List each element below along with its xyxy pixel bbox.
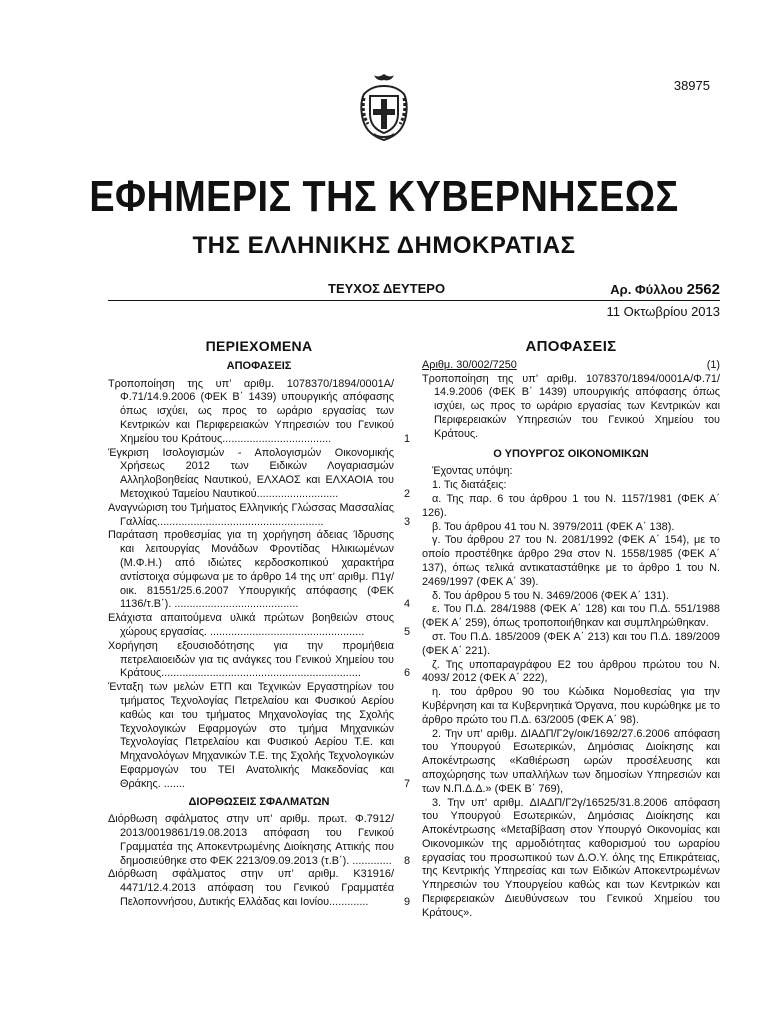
provision-item: η. του άρθρου 90 του Κώδικα Νομοθεσίας για την Κυβέρνηση και τα Κυβερνητικά Όργανα, που κυρώθηκε με το άρθρο πρώτο του Π.Δ. 63/2005 (ΦΕΚ Α΄ 98). — [422, 686, 720, 726]
decisions-column-title: ΑΠΟΦΑΣΕΙΣ — [525, 338, 617, 355]
provision-item: δ. Του άρθρου 5 του Ν. 3469/2006 (ΦΕΚ Α΄ 131). — [432, 589, 669, 602]
provision-item: β. Του άρθρου 41 του Ν. 3979/2011 (ΦΕΚ Α΄ 138). — [432, 520, 675, 533]
toc-entry — [108, 681, 410, 791]
decisions-list — [108, 378, 410, 792]
toc-entry-text: Παράταση προθεσμίας για τη χορήγηση άδειας Ίδρυσης και λειτουργίας Μονάδων Φροντίδας Ηλικιωμένων (Μ.Φ.Η.) από ιδιώτες κερδοσκοπικού χαρακτήρα αντίστοιχα σύμφωνα με το άρθρο 14 της υπ’ αριθμ. Π1γ/οικ. 81551/25.6.2007 Υπουργικής απόφασης (ΦΕΚ 1136/τ.Β΄). ......................................... — [108, 529, 394, 611]
toc-entry-page: 8 — [403, 854, 410, 867]
provisions-list — [422, 493, 720, 728]
contents-column — [108, 340, 410, 910]
toc-entry — [108, 529, 410, 612]
toc-entry-page: 7 — [403, 777, 410, 790]
provision-item: α. Της παρ. 6 του άρθρου 1 του Ν. 1157/1981 (ΦΕΚ Α΄ 126). — [422, 492, 720, 519]
decision-column — [422, 340, 720, 921]
header-divider — [108, 300, 720, 301]
decisions-heading: ΑΠΟΦΑΣΕΙΣ — [226, 359, 292, 372]
toc-entry — [108, 640, 410, 681]
toc-entry-text: Ελάχιστα απαιτούμενα υλικά πρώτων βοηθειών στους χώρους εργασίας. ................................................... — [108, 612, 394, 638]
toc-entry — [108, 502, 410, 530]
toc-entry-text: Χορήγηση εξουσιοδότησης για την προμήθεια πετρελαιοειδών για τις ανάγκες του Γενικού Χημείου του Κράτους.................................................................. — [108, 639, 394, 680]
considering-intro: Έχοντας υπόψη: — [432, 465, 513, 478]
toc-entry-text: Έγκριση Ισολογισμών - Απολογισμών Οικονομικής Χρήσεως 2012 των Ειδικών Λογαριασμών Αλληλοβοηθείας Ναυτικού, ΕΛΧΑΟΣ και ΕΛΧΑΟΙΑ του Μετοχικού Ταμείου Ναυτικού........................... — [108, 446, 394, 500]
minister-heading: Ο ΥΠΟΥΡΓΟΣ ΟΙΚΟΝΟΜΙΚΩΝ — [493, 447, 649, 460]
decision-reference — [422, 359, 720, 373]
toc-entry — [108, 378, 410, 447]
issue-date: 11 Οκτωβρίου 2013 — [606, 304, 720, 319]
toc-entry-page: 6 — [403, 667, 410, 680]
page-number: 38975 — [673, 78, 710, 93]
decision-ref: Αριθμ. 30/002/7250 — [422, 358, 517, 371]
gazette-title: ΕΦΗΜΕΡΙΣ ΤΗΣ ΚΥΒΕΡΝΗΣΕΩΣ — [89, 172, 679, 221]
toc-entry — [108, 447, 410, 502]
toc-entry-page: 3 — [403, 515, 410, 528]
toc-entry-text: Διόρθωση σφάλματος στην υπ’ αριθμ. πρωτ. Φ.7912/ 2013/0019861/19.08.2013 απόφαση του Γενικού Γραμματέα της Αποκεντρωμένης Διοίκησης Αττικής που δημοσιεύθηκε στο ΦΕΚ 2213/09.09.2013 (τ.Β΄). ............. — [108, 813, 394, 867]
provision-item: ζ. Της υποπαραγράφου Ε2 του άρθρου πρώτου του Ν. 4093/ 2012 (ΦΕΚ Α΄ 222), — [422, 658, 720, 685]
corrections-heading: ΔΙΟΡΘΩΣΕΙΣ ΣΦΑΛΜΑΤΩΝ — [188, 795, 330, 808]
decision-summary: Τροποποίηση της υπ’ αριθμ. 1078370/1894/0001Α/Φ.71/ 14.9.2006 (ΦΕΚ Β΄ 1439) υπουργικής απόφασης όπως ισχύει, ως προς το ωράριο εργασίας των Κεντρικών και Περιφερειακών Υπηρεσιών του Γενικού Χημείου του Κράτους. — [422, 372, 720, 440]
provision-item: γ. Του άρθρου 27 του Ν. 2081/1992 (ΦΕΚ Α΄ 154), με το οποίο προστέθηκε άρθρο 29α στον Ν. 1558/1985 (ΦΕΚ Α΄ 137), όπως τελικά αντικαταστάθηκε με το άρθρο 1 του Ν. 2469/1997 (ΦΕΚ Α΄ 39). — [422, 534, 720, 588]
decision-ref-number: (1) — [706, 358, 720, 371]
toc-entry-page: 4 — [403, 598, 410, 611]
contents-title: ΠΕΡΙΕΧΟΜΕΝΑ — [205, 338, 313, 354]
gazette-subtitle: ΤΗΣ ΕΛΛΗΝΙΚΗΣ ΔΗΜΟΚΡΑΤΙΑΣ — [192, 232, 576, 259]
toc-entry — [108, 813, 410, 868]
toc-entry-text: Αναγνώριση του Τμήματος Ελληνικής Γλώσσας Μασσαλίας Γαλλίας....................................................... — [108, 501, 394, 528]
toc-entry-text: Τροποποίηση της υπ’ αριθμ. 1078370/1894/0001Α/ Φ.71/14.9.2006 (ΦΕΚ Β΄ 1439) υπουργικής απόφασης όπως ισχύει, ως προς το ωράριο εργασίας των Κεντρικών και Περιφερειακών Υπηρεσιών του Γενικού Χημείου του Κράτους.................................... — [108, 377, 394, 445]
toc-entry-page: 5 — [403, 625, 410, 638]
toc-entry-page: 1 — [403, 432, 410, 445]
provision-item: στ. Του Π.Δ. 185/2009 (ΦΕΚ Α΄ 213) και του Π.Δ. 189/2009 (ΦΕΚ Α΄ 221). — [422, 630, 720, 657]
corrections-list — [108, 813, 410, 910]
provisions-intro: 1. Τις διατάξεις: — [432, 479, 507, 492]
toc-entry — [108, 868, 410, 909]
issue-line — [108, 281, 720, 301]
toc-entry-text: Διόρθωση σφάλματος στην υπ’ αριθμ. Κ31916/ 4471/12.4.2013 απόφαση του Γενικού Γραμματέα Πελοποννήσου, Δυτικής Ελλάδας και Ιονίου............. — [108, 868, 394, 909]
greek-coat-of-arms-icon — [358, 72, 410, 142]
consideration-item: 2. Την υπ’ αριθμ. ΔΙΑΔΠ/Γ2γ/οικ/1692/27.6.2006 απόφαση του Υπουργού Εσωτερικών, Δημόσιας Διοίκησης και Αποκέντρωσης «Καθιέρωση ωρών προσέλευσης και αποχώρησης των υπαλλήλων των δημοσίων Υπηρεσιών και των Ν.Π.Δ.Δ.» (ΦΕΚ Β΄ 769), — [422, 727, 720, 795]
toc-entry-page: 2 — [403, 487, 410, 500]
toc-entry-text: Ένταξη των μελών ΕΤΠ και Τεχνικών Εργαστηρίων του τμήματος Τεχνολογίας Πετρελαίου και Φυσικού Αερίου καθώς και του τμήματος Μηχανολογίας της Σχολής Τεχνολογικών Εφαρμογών στο τμήμα Μηχανικών Τεχνολογίας Πετρελαίου και Φυσικού Αερίου Τ.Ε. και Μηχανολόγων Μηχανικών Τ.Ε. της Σχολής Τεχνολογικών Εφαρμογών του ΤΕΙ Ανατολικής Μακεδονίας και Θράκης. ....... — [108, 681, 394, 790]
consideration-item: 3. Την υπ’ αριθμ. ΔΙΑΔΠ/Γ2γ/16525/31.8.2006 απόφαση του Υπουργού Εσωτερικών, Δημόσιας Διοίκησης και Αποκέντρωσης «Μεταβίβαση στον Υπουργό Οικονομίας και Οικονομικών της αρμοδιότητας καθορισμού του ωραρίου εργασίας του προσωπικού των Δ.Ο.Υ. όλης της Επικράτειας, της Κεντρικής Υπηρεσίας και των Ειδικών Αποκεντρωμένων Υπηρεσιών του Υπουργείου καθώς και των Κεντρικών και Περιφερειακών Διευθύνσεων του Γενικού Χημείου του Κράτους». — [422, 796, 720, 919]
provision-item: ε. Του Π.Δ. 284/1988 (ΦΕΚ Α΄ 128) και του Π.Δ. 551/1988 (ΦΕΚ Α΄ 259), όπως τροποποιήθηκαν και συμπληρώθηκαν. — [422, 603, 720, 630]
toc-entry — [108, 612, 410, 640]
toc-entry-page: 9 — [403, 896, 410, 909]
issue-type: ΤΕΥΧΟΣ ΔΕΥΤΕΡΟ — [328, 281, 446, 296]
sheet-number: 2562 — [686, 281, 720, 298]
sheet-label-text: Αρ. Φύλλου — [610, 282, 683, 297]
sheet-number-label — [610, 281, 720, 298]
considerations-list — [422, 728, 720, 921]
